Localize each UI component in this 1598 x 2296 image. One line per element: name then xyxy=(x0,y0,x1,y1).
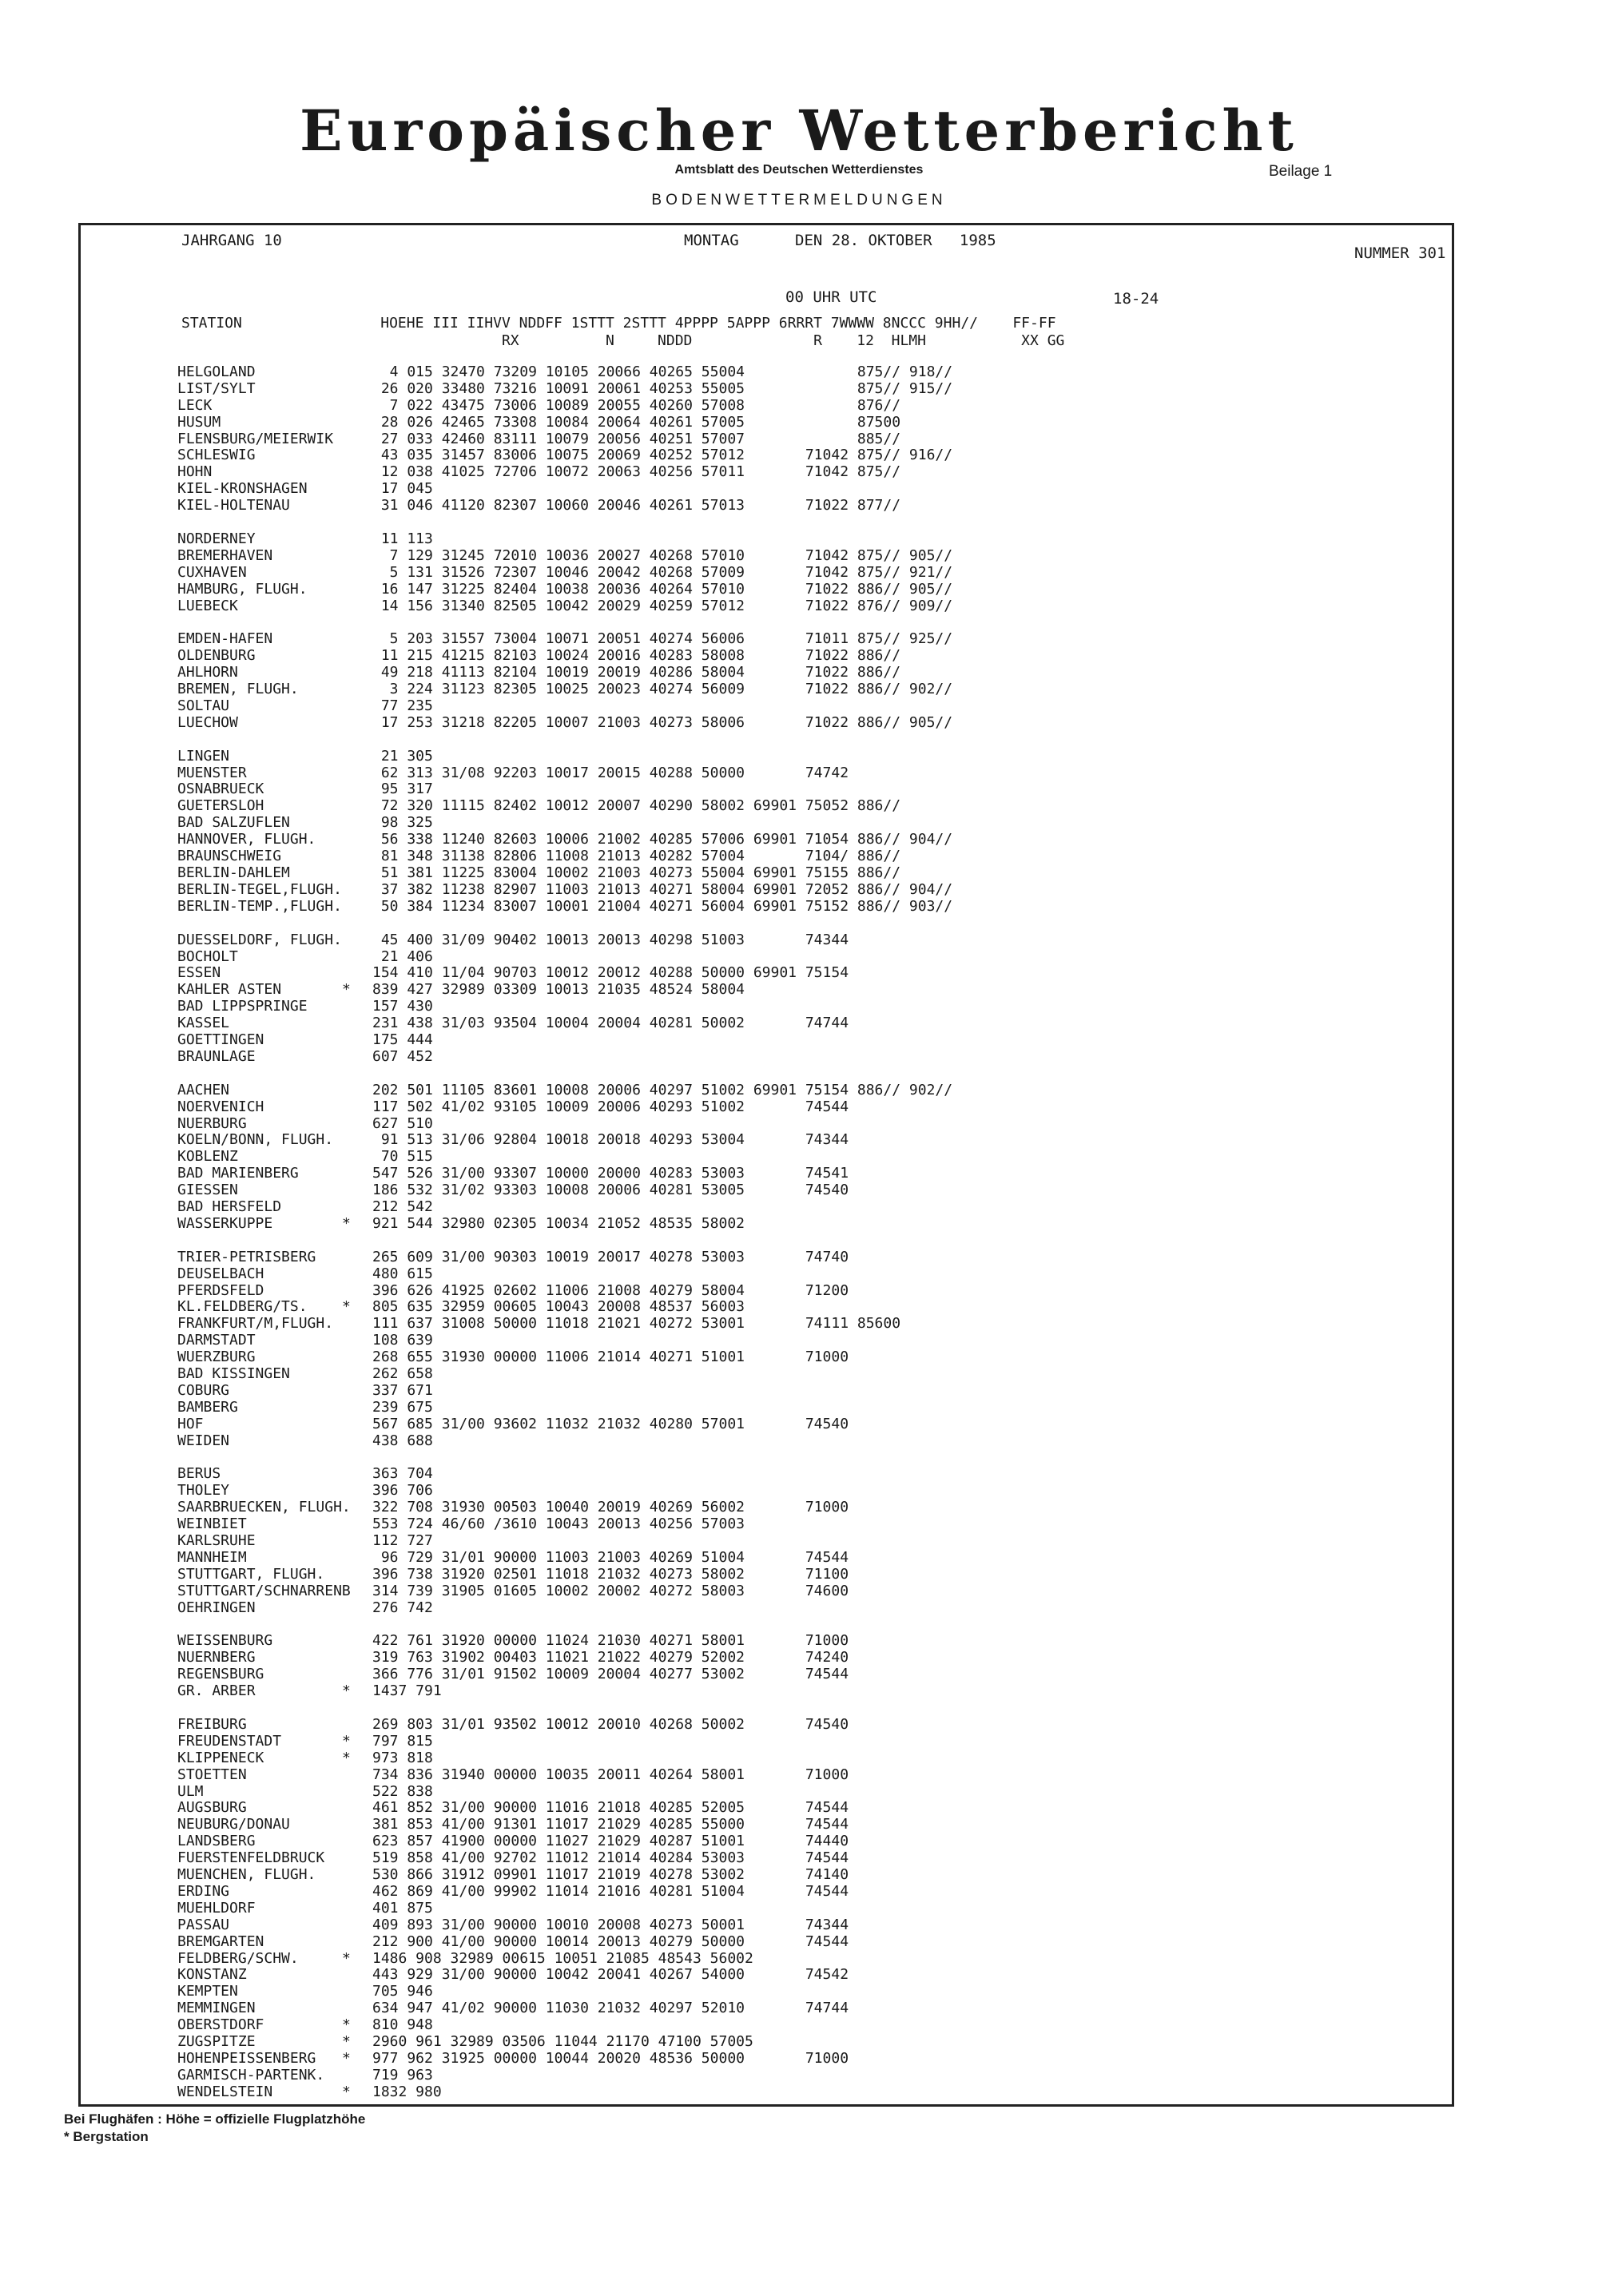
station-observation: 28 026 42465 73308 10084 20064 40261 57005 87500 xyxy=(372,414,901,431)
station-name: BAD MARIENBERG xyxy=(177,1165,299,1182)
beilage-label: Beilage 1 xyxy=(1269,163,1333,180)
station-observation: 96 729 31/01 90000 11003 21003 40269 51004 74544 xyxy=(372,1549,849,1566)
station-observation: 265 609 31/00 90303 10019 20017 40278 53003 74740 xyxy=(372,1249,849,1265)
station-name: STUTTGART, FLUGH. xyxy=(177,1566,325,1583)
station-observation: 268 655 31930 00000 11006 21014 40271 51001 71000 xyxy=(372,1349,849,1365)
station-observation: 77 235 xyxy=(372,697,433,714)
station-observation: 1486 908 32989 00615 10051 21085 48543 56002 xyxy=(372,1950,753,1967)
station-observation: 62 313 31/08 92203 10017 20015 40288 50000 74742 xyxy=(372,765,849,781)
station-name: GUETERSLOH xyxy=(177,797,264,814)
station-name: BOCHOLT xyxy=(177,948,238,965)
station-name: BAD SALZUFLEN xyxy=(177,814,290,831)
station-name: GIESSEN xyxy=(177,1182,238,1198)
station-observation: 269 803 31/01 93502 10012 20010 40268 50002 74540 xyxy=(372,1716,849,1733)
station-name: THOLEY xyxy=(177,1482,230,1499)
station-name: BERLIN-TEMP.,FLUGH. xyxy=(177,898,342,915)
station-observation: 98 325 xyxy=(372,814,433,831)
station-observation: 461 852 31/00 90000 11016 21018 40285 52005 74544 xyxy=(372,1799,849,1816)
column-header-row-1: STATION HOEHE III IIHVV NDDFF 1STTT 2STTT 4PPPP 5APPP 6RRRT 7WWWW 8NCCC 9HH// FF-FF xyxy=(181,315,1056,332)
station-observation: 212 900 41/00 90000 10014 20013 40279 50000 74544 xyxy=(372,1933,849,1950)
station-observation: 443 929 31/00 90000 10042 20041 40267 54000 74542 xyxy=(372,1966,849,1983)
station-observation: 262 658 xyxy=(372,1365,433,1382)
station-observation: 26 020 33480 73216 10091 20061 40253 55005 875// 915// xyxy=(372,380,953,397)
station-name: OEHRINGEN xyxy=(177,1599,256,1616)
station-observation: 522 838 xyxy=(372,1783,433,1800)
station-observation: 17 253 31218 82205 10007 21003 40273 58006 71022 886// 905// xyxy=(372,714,953,731)
station-name: KONSTANZ xyxy=(177,1966,247,1983)
station-observation: 7 129 31245 72010 10036 20027 40268 57010 71042 875// 905// xyxy=(372,547,953,564)
station-name: NUERBURG xyxy=(177,1115,247,1132)
station-name: WUERZBURG xyxy=(177,1349,256,1365)
station-observation: 31 046 41120 82307 10060 20046 40261 57013 71022 877// xyxy=(372,497,901,514)
station-name: BAMBERG xyxy=(177,1399,238,1416)
station-observation: 973 818 xyxy=(372,1750,433,1766)
station-name: TRIER-PETRISBERG xyxy=(177,1249,316,1265)
station-name: BREMGARTEN xyxy=(177,1933,264,1950)
station-name: PASSAU xyxy=(177,1917,230,1933)
station-observation: 91 513 31/06 92804 10018 20018 40293 53004 74344 xyxy=(372,1131,849,1148)
station-name: HUSUM xyxy=(177,414,221,431)
station-name: KOBLENZ xyxy=(177,1148,238,1165)
station-name: LANDSBERG xyxy=(177,1833,256,1849)
station-name: OBERSTDORF xyxy=(177,2016,264,2033)
station-name: WENDELSTEIN xyxy=(177,2083,273,2100)
station-name: KARLSRUHE xyxy=(177,1532,256,1549)
station-name: OLDENBURG xyxy=(177,647,256,664)
station-observation: 396 706 xyxy=(372,1482,433,1499)
station-observation: 7 022 43475 73006 10089 20055 40260 57008 876// xyxy=(372,397,901,414)
mountain-station-marker: * xyxy=(342,2033,351,2050)
station-name: BREMERHAVEN xyxy=(177,547,273,564)
station-name: BAD HERSFELD xyxy=(177,1198,282,1215)
station-name: LIST/SYLT xyxy=(177,380,256,397)
station-name: REGENSBURG xyxy=(177,1666,264,1682)
station-name: GOETTINGEN xyxy=(177,1031,264,1048)
station-name: SAARBRUECKEN, FLUGH. xyxy=(177,1499,351,1515)
station-name: GR. ARBER xyxy=(177,1682,256,1699)
station-name: FLENSBURG/MEIERWIK xyxy=(177,431,334,447)
station-name: DARMSTADT xyxy=(177,1332,256,1349)
station-observation: 4 015 32470 73209 10105 20066 40265 55004 875// 918// xyxy=(372,363,953,380)
station-name: STUTTGART/SCHNARRENB xyxy=(177,1583,351,1599)
station-observation: 805 635 32959 00605 10043 20008 48537 56003 xyxy=(372,1298,745,1315)
station-name: BERLIN-TEGEL,FLUGH. xyxy=(177,881,342,898)
station-observation: 401 875 xyxy=(372,1900,433,1917)
mountain-station-marker: * xyxy=(342,1298,351,1315)
station-observation: 366 776 31/01 91502 10009 20004 40277 53002 74544 xyxy=(372,1666,849,1682)
station-name: KL.FELDBERG/TS. xyxy=(177,1298,308,1315)
station-name: LECK xyxy=(177,397,213,414)
jahrgang-label: JAHRGANG 10 xyxy=(181,232,282,249)
station-name: AUGSBURG xyxy=(177,1799,247,1816)
station-observation: 11 215 41215 82103 10024 20016 40283 58008 71022 886// xyxy=(372,647,901,664)
mountain-station-marker: * xyxy=(342,1950,351,1967)
station-observation: 17 045 xyxy=(372,480,433,497)
station-observation: 70 515 xyxy=(372,1148,433,1165)
station-name: PFERDSFELD xyxy=(177,1282,264,1299)
station-observation: 51 381 11225 83004 10002 21003 40273 55004 69901 75155 886// xyxy=(372,864,901,881)
station-observation: 12 038 41025 72706 10072 20063 40256 57011 71042 875// xyxy=(372,463,901,480)
station-observation: 623 857 41900 00000 11027 21029 40287 51001 74440 xyxy=(372,1833,849,1849)
station-name: KOELN/BONN, FLUGH. xyxy=(177,1131,334,1148)
station-name: MANNHEIM xyxy=(177,1549,247,1566)
station-observation: 11 113 xyxy=(372,530,433,547)
station-name: WEIDEN xyxy=(177,1432,230,1449)
publisher-subtitle: Amtsblatt des Deutschen Wetterdienstes xyxy=(674,163,924,177)
station-name: WEINBIET xyxy=(177,1515,247,1532)
station-name: NUERNBERG xyxy=(177,1649,256,1666)
station-observation: 212 542 xyxy=(372,1198,433,1215)
station-observation: 1832 980 xyxy=(372,2083,442,2100)
footnote-airport-height: Bei Flughäfen : Höhe = offizielle Flugplatzhöhe xyxy=(64,2111,366,2127)
station-name: HAMBURG, FLUGH. xyxy=(177,581,308,598)
station-name: ERDING xyxy=(177,1883,230,1900)
station-name: DUESSELDORF, FLUGH. xyxy=(177,932,342,948)
station-name: NORDERNEY xyxy=(177,530,256,547)
observation-time: 00 UHR UTC xyxy=(785,288,877,306)
station-observation: 797 815 xyxy=(372,1733,433,1750)
station-observation: 43 035 31457 83006 10075 20069 40252 57012 71042 875// 916// xyxy=(372,447,953,463)
station-observation: 72 320 11115 82402 10012 20007 40290 58002 69901 75052 886// xyxy=(372,797,901,814)
issue-number: NUMMER 301 xyxy=(1354,244,1446,262)
station-observation: 14 156 31340 82505 10042 20029 40259 57012 71022 876// 909// xyxy=(372,598,953,614)
station-observation: 319 763 31902 00403 11021 21022 40279 52002 74240 xyxy=(372,1649,849,1666)
station-observation: 921 544 32980 02305 10034 21052 48535 58002 xyxy=(372,1215,745,1232)
station-observation: 81 348 31138 82806 11008 21013 40282 57004 7104/ 886// xyxy=(372,848,901,864)
station-name: BERUS xyxy=(177,1465,221,1482)
station-name: BAD KISSINGEN xyxy=(177,1365,290,1382)
column-header-row-2: RX N NDDD R 12 HLMH XX GG xyxy=(181,332,1065,349)
station-observation: 409 893 31/00 90000 10010 20008 40273 50001 74344 xyxy=(372,1917,849,1933)
station-name: COBURG xyxy=(177,1382,230,1399)
station-name: NEUBURG/DONAU xyxy=(177,1816,290,1833)
station-observation: 607 452 xyxy=(372,1048,433,1065)
station-name: HOHN xyxy=(177,463,213,480)
station-observation: 154 410 11/04 90703 10012 20012 40288 50000 69901 75154 xyxy=(372,964,849,981)
station-name: KIEL-KRONSHAGEN xyxy=(177,480,308,497)
footnote-mountain-station: * Bergstation xyxy=(64,2129,149,2144)
station-observation: 49 218 41113 82104 10019 20019 40286 58004 71022 886// xyxy=(372,664,901,681)
station-observation: 810 948 xyxy=(372,2016,433,2033)
station-name: BREMEN, FLUGH. xyxy=(177,681,299,697)
station-observation: 396 738 31920 02501 11018 21032 40273 58002 71100 xyxy=(372,1566,849,1583)
station-observation: 27 033 42460 83111 10079 20056 40251 57007 885// xyxy=(372,431,901,447)
station-observation: 363 704 xyxy=(372,1465,433,1482)
station-observation: 719 963 xyxy=(372,2067,433,2083)
station-name: ULM xyxy=(177,1783,204,1800)
station-name: WEISSENBURG xyxy=(177,1632,273,1649)
station-name: BRAUNSCHWEIG xyxy=(177,848,282,864)
station-name: WASSERKUPPE xyxy=(177,1215,273,1232)
station-name: SOLTAU xyxy=(177,697,230,714)
station-observation: 239 675 xyxy=(372,1399,433,1416)
page-title: Europäischer Wetterbericht xyxy=(300,97,1298,164)
station-name: AHLHORN xyxy=(177,664,238,681)
station-observation: 462 869 41/00 99902 11014 21016 40281 51004 74544 xyxy=(372,1883,849,1900)
station-observation: 186 532 31/02 93303 10008 20006 40281 53005 74540 xyxy=(372,1182,849,1198)
station-name: SCHLESWIG xyxy=(177,447,256,463)
station-name: LUECHOW xyxy=(177,714,238,731)
station-name: MEMMINGEN xyxy=(177,2000,256,2016)
station-name: STOETTEN xyxy=(177,1766,247,1783)
station-observation: 2960 961 32989 03506 11044 21170 47100 57005 xyxy=(372,2033,753,2050)
station-name: GARMISCH-PARTENK. xyxy=(177,2067,325,2083)
mountain-station-marker: * xyxy=(342,1215,351,1232)
mountain-station-marker: * xyxy=(342,1733,351,1750)
station-observation: 1437 791 xyxy=(372,1682,442,1699)
station-name: FUERSTENFELDBRUCK xyxy=(177,1849,325,1866)
station-observation: 111 637 31008 50000 11018 21021 40272 53001 74111 85600 xyxy=(372,1315,901,1332)
station-observation: 112 727 xyxy=(372,1532,433,1549)
station-name: ZUGSPITZE xyxy=(177,2033,256,2050)
station-observation: 530 866 31912 09901 11017 21019 40278 53002 74140 xyxy=(372,1866,849,1883)
station-name: FREUDENSTADT xyxy=(177,1733,282,1750)
station-observation: 839 427 32989 03309 10013 21035 48524 58004 xyxy=(372,981,745,998)
station-observation: 117 502 41/02 93105 10009 20006 40293 51002 74544 xyxy=(372,1098,849,1115)
station-name: FRANKFURT/M,FLUGH. xyxy=(177,1315,334,1332)
date-label: DEN 28. OKTOBER 1985 xyxy=(795,232,996,249)
station-observation: 3 224 31123 82305 10025 20023 40274 56009 71022 886// 902// xyxy=(372,681,953,697)
mountain-station-marker: * xyxy=(342,2050,351,2067)
mountain-station-marker: * xyxy=(342,1750,351,1766)
station-name: DEUSELBACH xyxy=(177,1265,264,1282)
station-observation: 547 526 31/00 93307 10000 20000 40283 53003 74541 xyxy=(372,1165,849,1182)
station-observation: 202 501 11105 83601 10008 20006 40297 51002 69901 75154 886// 902// xyxy=(372,1082,953,1098)
station-name: ESSEN xyxy=(177,964,221,981)
station-observation: 337 671 xyxy=(372,1382,433,1399)
station-observation: 734 836 31940 00000 10035 20011 40264 58001 71000 xyxy=(372,1766,849,1783)
station-observation: 37 382 11238 82907 11003 21013 40271 58004 69901 72052 886// 904// xyxy=(372,881,953,898)
mountain-station-marker: * xyxy=(342,2083,351,2100)
station-observation: 175 444 xyxy=(372,1031,433,1048)
period-range: 18-24 xyxy=(1113,290,1159,308)
station-observation: 5 203 31557 73004 10071 20051 40274 56006 71011 875// 925// xyxy=(372,630,953,647)
station-observation: 231 438 31/03 93504 10004 20004 40281 50002 74744 xyxy=(372,1015,849,1031)
mountain-station-marker: * xyxy=(342,981,351,998)
station-name: HELGOLAND xyxy=(177,363,256,380)
station-name: LUEBECK xyxy=(177,598,238,614)
station-observation: 21 406 xyxy=(372,948,433,965)
station-observation: 95 317 xyxy=(372,781,433,797)
station-observation: 276 742 xyxy=(372,1599,433,1616)
station-observation: 634 947 41/02 90000 11030 21032 40297 52010 74744 xyxy=(372,2000,849,2016)
station-observation: 396 626 41925 02602 11006 21008 40279 58004 71200 xyxy=(372,1282,849,1299)
station-observation: 21 305 xyxy=(372,748,433,765)
station-name: HOHENPEISSENBERG xyxy=(177,2050,316,2067)
station-name: CUXHAVEN xyxy=(177,564,247,581)
station-name: LINGEN xyxy=(177,748,230,765)
station-observation: 977 962 31925 00000 10044 20020 48536 50000 71000 xyxy=(372,2050,849,2067)
mountain-station-marker: * xyxy=(342,2016,351,2033)
station-name: BERLIN-DAHLEM xyxy=(177,864,290,881)
station-observation: 108 639 xyxy=(372,1332,433,1349)
station-name: MUEHLDORF xyxy=(177,1900,256,1917)
station-observation: 322 708 31930 00503 10040 20019 40269 56002 71000 xyxy=(372,1499,849,1515)
mountain-station-marker: * xyxy=(342,1682,351,1699)
station-name: BAD LIPPSPRINGE xyxy=(177,998,308,1015)
station-observation: 422 761 31920 00000 11024 21030 40271 58001 71000 xyxy=(372,1632,849,1649)
station-observation: 157 430 xyxy=(372,998,433,1015)
station-observation: 381 853 41/00 91301 11017 21029 40285 55000 74544 xyxy=(372,1816,849,1833)
station-observation: 519 858 41/00 92702 11012 21014 40284 53003 74544 xyxy=(372,1849,849,1866)
station-observation: 314 739 31905 01605 10002 20002 40272 58003 74600 xyxy=(372,1583,849,1599)
station-name: NOERVENICH xyxy=(177,1098,264,1115)
station-name: OSNABRUECK xyxy=(177,781,264,797)
station-observation: 5 131 31526 72307 10046 20042 40268 57009 71042 875// 921// xyxy=(372,564,953,581)
station-observation: 438 688 xyxy=(372,1432,433,1449)
station-observation: 480 615 xyxy=(372,1265,433,1282)
station-observation: 45 400 31/09 90402 10013 20013 40298 51003 74344 xyxy=(372,932,849,948)
station-name: EMDEN-HAFEN xyxy=(177,630,273,647)
station-name: BRAUNLAGE xyxy=(177,1048,256,1065)
station-name: KIEL-HOLTENAU xyxy=(177,497,290,514)
station-observation: 705 946 xyxy=(372,1983,433,2000)
station-observation: 56 338 11240 82603 10006 21002 40285 57006 69901 71054 886// 904// xyxy=(372,831,953,848)
station-observation: 567 685 31/00 93602 11032 21032 40280 57001 74540 xyxy=(372,1416,849,1432)
station-name: HANNOVER, FLUGH. xyxy=(177,831,316,848)
station-name: FREIBURG xyxy=(177,1716,247,1733)
station-name: MUENSTER xyxy=(177,765,247,781)
station-observation: 553 724 46/60 /3610 10043 20013 40256 57003 xyxy=(372,1515,745,1532)
footnotes xyxy=(64,2111,365,2146)
station-name: MUENCHEN, FLUGH. xyxy=(177,1866,316,1883)
station-name: AACHEN xyxy=(177,1082,230,1098)
station-name: KEMPTEN xyxy=(177,1983,238,2000)
station-name: KLIPPENECK xyxy=(177,1750,264,1766)
station-observation: 16 147 31225 82404 10038 20036 40264 57010 71022 886// 905// xyxy=(372,581,953,598)
section-title: BODENWETTERMELDUNGEN xyxy=(651,192,947,209)
station-name: KASSEL xyxy=(177,1015,230,1031)
station-name: FELDBERG/SCHW. xyxy=(177,1950,299,1967)
station-observation: 627 510 xyxy=(372,1115,433,1132)
weekday-label: MONTAG xyxy=(684,232,739,249)
station-name: KAHLER ASTEN xyxy=(177,981,282,998)
station-observation: 50 384 11234 83007 10001 21004 40271 56004 69901 75152 886// 903// xyxy=(372,898,953,915)
station-name: HOF xyxy=(177,1416,204,1432)
